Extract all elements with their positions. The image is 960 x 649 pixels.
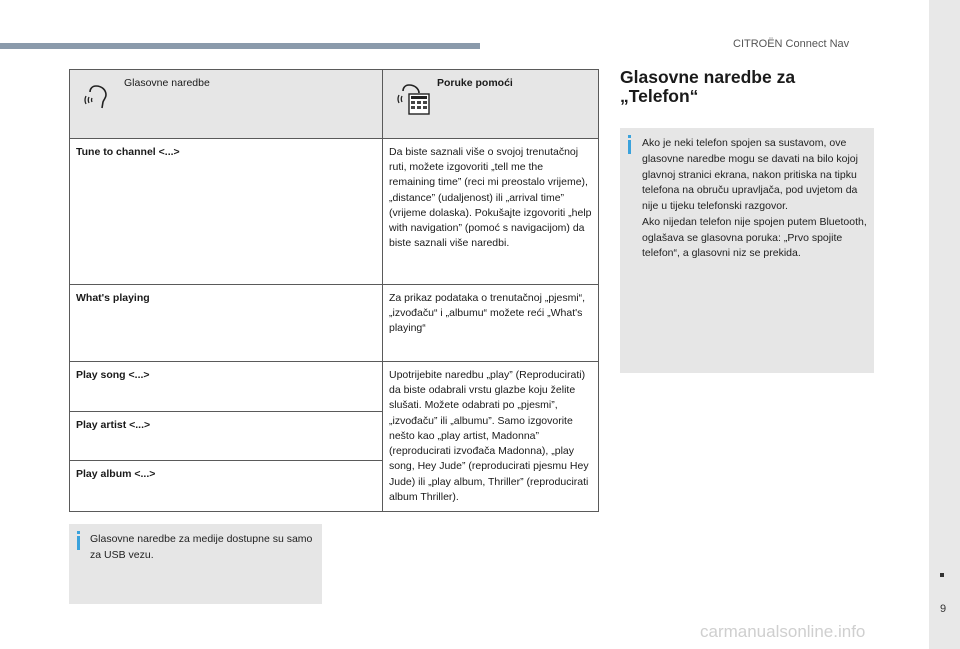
note-paragraph: Ako nijedan telefon nije spojen putem Bluetooth, oglašava se glasovna poruka: „Prvo spojite telefon“, a glasovni niz se prekida. [642, 215, 867, 260]
table-header-row [70, 70, 599, 139]
note-text: Glasovne naredbe za medije dostupne su samo za USB vezu. [90, 533, 313, 561]
info-icon [77, 536, 80, 550]
command-cell: Play album <...> [70, 460, 383, 511]
media-info-note [69, 524, 322, 604]
table-row [70, 139, 599, 285]
section-heading: Glasovne naredbe za „Telefon“ [620, 67, 796, 107]
help-cell: Da biste saznali više o svojoj trenutačnoj ruti, možete izgovoriti „tell me the remaining time” (reci mi preostalo vrijeme), „distance” (udaljenost) ili „arrival time” (vrijeme dolaska). Pokušajte izgovoriti „help with navigation” (pomoć s navigacijom) da biste saznali više naredbi. [383, 139, 599, 285]
voice-speaking-icon [84, 82, 114, 117]
header-voice-commands [70, 70, 383, 139]
page-number: 9 [940, 603, 947, 615]
header-label: Glasovne naredbe [124, 77, 210, 89]
command-cell: Play song <...> [70, 362, 383, 412]
header-bar [0, 43, 480, 49]
help-cell: Za prikaz podataka o trenutačnoj „pjesmi“, „izvođaču“ i „albumu“ možete reći „What's playing“ [383, 285, 599, 362]
note-paragraph: Ako je neki telefon spojen sa sustavom, ove glasovne naredbe mogu se davati na bilo kojoj glavnoj stranici ekrana, nakon pritiska na tipku telefona na obruču upravljača, pod uvjetom da nije u tijeku telefonski razgovor. [642, 137, 858, 212]
header-help-messages [383, 70, 599, 139]
page-marker [940, 573, 944, 577]
command-cell: What's playing [70, 285, 383, 362]
brand-title: CITROËN Connect Nav [733, 38, 850, 50]
info-icon [628, 140, 631, 154]
header-label: Poruke pomoći [437, 77, 513, 89]
command-cell: Play artist <...> [70, 412, 383, 460]
voice-commands-table [69, 69, 599, 512]
help-cell: Upotrijebite naredbu „play” (Reproducirati) da biste odabrali vrstu glazbe koju želite slušati. Možete odabrati po „pjesmi”, „izvođaču” ili „albumu”. Samo izgovorite nešto kao „play artist, Madonna” (reproducirati izvođača Madonna), „play song, Hey Jude” (reproducirati pjesmu Hey Jude) ili „play album, Thriller” (reproducirati album Thriller). [383, 362, 599, 512]
phone-info-note [620, 128, 874, 373]
voice-keypad-icon [397, 82, 431, 121]
page-edge-strip [929, 0, 960, 649]
watermark: carmanualsonline.info [700, 622, 866, 641]
note-text [642, 136, 868, 262]
table-row [70, 285, 599, 362]
command-cell: Tune to channel <...> [70, 139, 383, 285]
table-row [70, 362, 599, 412]
